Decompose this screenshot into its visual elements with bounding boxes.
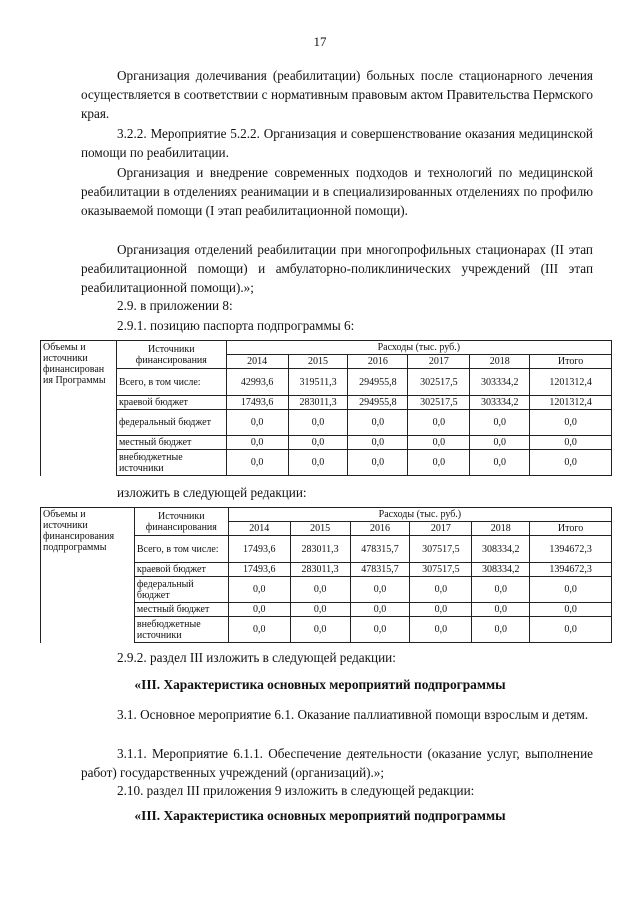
sources-header: Источники финансирования	[116, 341, 226, 369]
table-row	[41, 450, 612, 476]
cell-value: 0,0	[530, 603, 612, 617]
row-label: краевой бюджет	[134, 563, 228, 577]
cell-value: 0,0	[470, 410, 530, 436]
cell-value: 17493,6	[228, 563, 290, 577]
paragraph-rehab-organization: Организация долечивания (реабилитации) больных после стационарного лечения осуществляется в соответствии с нормативным правовым актом Правительства Пермского края.	[81, 68, 593, 121]
cell-value: 17493,6	[228, 536, 290, 563]
cell-value: 1201312,4	[530, 396, 612, 410]
year-header: 2015	[290, 522, 350, 536]
cell-value: 283011,3	[290, 563, 350, 577]
cell-value: 1201312,4	[530, 369, 612, 396]
table-row	[41, 436, 612, 450]
year-header: 2014	[228, 522, 290, 536]
table-row	[41, 410, 612, 436]
year-header: 2016	[348, 355, 408, 369]
volume-sources-label: Объемы и источники финансирован ия Программы	[41, 341, 117, 476]
total-header: Итого	[530, 355, 612, 369]
row-label: Всего, в том числе:	[134, 536, 228, 563]
row-label: местный бюджет	[134, 603, 228, 617]
cell-value: 0,0	[472, 577, 530, 603]
cell-value: 0,0	[348, 450, 408, 476]
expenses-header: Расходы (тыс. руб.)	[228, 508, 611, 522]
row-label: местный бюджет	[116, 436, 226, 450]
cell-value: 319511,3	[288, 369, 348, 396]
cell-value: 308334,2	[472, 536, 530, 563]
cell-value: 0,0	[408, 450, 470, 476]
section-heading: «III. Характеристика основных мероприятий подпрограммы	[134, 677, 506, 692]
cell-value: 0,0	[226, 410, 288, 436]
paragraph-appendix-8: 2.9. в приложении 8:	[117, 298, 233, 313]
cell-value: 1394672,3	[530, 536, 612, 563]
cell-value: 294955,8	[348, 369, 408, 396]
cell-value: 0,0	[348, 410, 408, 436]
paragraph-section-3-new-edition: 2.9.2. раздел III изложить в следующей редакции:	[117, 650, 396, 665]
paragraph-measure-6-1-1: 3.1.1. Мероприятие 6.1.1. Обеспечение деятельности (оказание услуг, выполнение работ) государственных учреждений (организаций).»;	[81, 746, 593, 780]
cell-value: 0,0	[226, 436, 288, 450]
year-header: 2014	[226, 355, 288, 369]
cell-value: 308334,2	[472, 563, 530, 577]
paragraph-passport-position: 2.9.1. позицию паспорта подпрограммы 6:	[117, 318, 355, 333]
cell-value: 0,0	[470, 436, 530, 450]
row-label: внебюджетные источники	[134, 617, 228, 643]
volume-sources-label: Объемы и источники финансирования подпрограммы	[41, 508, 135, 643]
cell-value: 303334,2	[470, 396, 530, 410]
cell-value: 0,0	[350, 603, 410, 617]
row-label: Всего, в том числе:	[116, 369, 226, 396]
row-label: внебюджетные источники	[116, 450, 226, 476]
paragraph-measure-5-2-2: 3.2.2. Мероприятие 5.2.2. Организация и совершенствование оказания медицинской помощи по реабилитации.	[81, 126, 593, 160]
cell-value: 0,0	[530, 577, 612, 603]
year-header: 2018	[470, 355, 530, 369]
section-heading: «III. Характеристика основных мероприятий подпрограммы	[134, 808, 506, 823]
finance-table-old	[40, 340, 612, 476]
cell-value: 0,0	[228, 577, 290, 603]
cell-value: 0,0	[348, 436, 408, 450]
paragraph-appendix-9: 2.10. раздел III приложения 9 изложить в следующей редакции:	[117, 783, 475, 798]
paragraph-main-measure-6-1: 3.1. Основное мероприятие 6.1. Оказание паллиативной помощи взрослым и детям.	[117, 707, 589, 722]
year-header: 2018	[472, 522, 530, 536]
cell-value: 294955,8	[348, 396, 408, 410]
table-row	[41, 396, 612, 410]
finance-table-new	[40, 507, 612, 643]
cell-value: 283011,3	[290, 536, 350, 563]
cell-value: 307517,5	[410, 536, 472, 563]
cell-value: 0,0	[290, 577, 350, 603]
cell-value: 303334,2	[470, 369, 530, 396]
cell-value: 307517,5	[410, 563, 472, 577]
cell-value: 0,0	[290, 617, 350, 643]
year-header: 2017	[410, 522, 472, 536]
cell-value: 0,0	[408, 410, 470, 436]
cell-value: 0,0	[350, 617, 410, 643]
cell-value: 0,0	[472, 617, 530, 643]
cell-value: 0,0	[410, 603, 472, 617]
sources-header: Источники финансирования	[134, 508, 228, 536]
cell-value: 0,0	[288, 410, 348, 436]
cell-value: 0,0	[288, 450, 348, 476]
year-header: 2017	[408, 355, 470, 369]
cell-value: 0,0	[410, 577, 472, 603]
table-row	[41, 369, 612, 396]
paragraph-rehab-departments: Организация отделений реабилитации при многопрофильных стационарах (II этап реабилитационной помощи) и амбулаторно-поликлинических учреждений (III этап реабилитационной помощи).»;	[81, 242, 593, 295]
cell-value: 478315,7	[350, 563, 410, 577]
cell-value: 0,0	[530, 436, 612, 450]
year-header: 2016	[350, 522, 410, 536]
cell-value: 478315,7	[350, 536, 410, 563]
cell-value: 0,0	[530, 617, 612, 643]
year-header: 2015	[288, 355, 348, 369]
cell-value: 302517,5	[408, 396, 470, 410]
cell-value: 42993,6	[226, 369, 288, 396]
cell-value: 0,0	[290, 603, 350, 617]
cell-value: 0,0	[288, 436, 348, 450]
cell-value: 0,0	[228, 617, 290, 643]
cell-value: 283011,3	[288, 396, 348, 410]
row-label: федеральный бюджет	[116, 410, 226, 436]
cell-value: 0,0	[226, 450, 288, 476]
total-header: Итого	[530, 522, 612, 536]
cell-value: 1394672,3	[530, 563, 612, 577]
cell-value: 0,0	[410, 617, 472, 643]
paragraph-modern-approaches: Организация и внедрение современных подходов и технологий по медицинской реабилитации в отделениях реанимации и в специализированных отделениях по профилю оказываемой помощи (I этап реабилитационной помощи).	[81, 165, 593, 218]
paragraph-new-edition: изложить в следующей редакции:	[117, 485, 307, 500]
cell-value: 0,0	[350, 577, 410, 603]
expenses-header: Расходы (тыс. руб.)	[226, 341, 611, 355]
page-number: 17	[313, 34, 327, 49]
cell-value: 0,0	[530, 450, 612, 476]
cell-value: 0,0	[530, 410, 612, 436]
cell-value: 0,0	[408, 436, 470, 450]
cell-value: 17493,6	[226, 396, 288, 410]
cell-value: 0,0	[470, 450, 530, 476]
row-label: федеральный бюджет	[134, 577, 228, 603]
row-label: краевой бюджет	[116, 396, 226, 410]
cell-value: 0,0	[472, 603, 530, 617]
cell-value: 0,0	[228, 603, 290, 617]
cell-value: 302517,5	[408, 369, 470, 396]
